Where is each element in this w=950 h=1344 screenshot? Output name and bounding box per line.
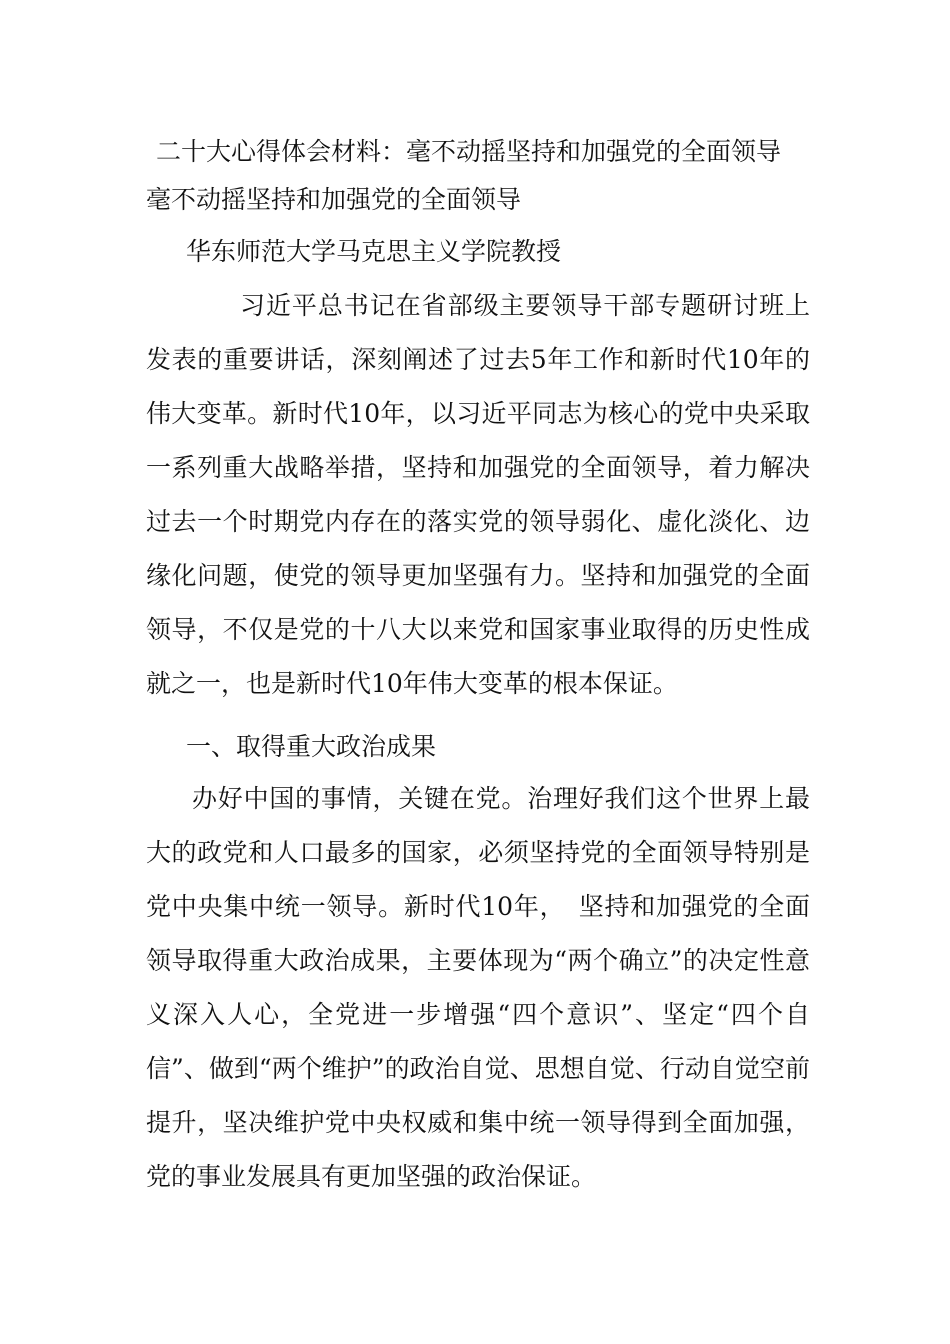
body-paragraph-1: 习近平总书记在省部级主要领导干部专题研讨班上发表的重要讲话，深刻阐述了过去5年工作和新时代10年的伟大变革。新时代10年，以习近平同志为核心的党中央采取一系列重大战略举措，坚持和加强党的全面领导，着力解决过去一个时期党内存在的落实党的领导弱化、虚化淡化、边缘化问题，使党的领导更加坚强有力。坚持和加强党的全面领导，不仅是党的十八大以来党和国家事业取得的历史性成就之一，也是新时代10年伟大变革的根本保证。 (146, 291, 810, 698)
document-title-line-2: 毫不动摇坚持和加强党的全面领导 (146, 185, 522, 214)
author-line: 华东师范大学马克思主义学院教授 (186, 237, 562, 266)
document-title-line-1: 二十大心得体会材料：毫不动摇坚持和加强党的全面领导 (156, 137, 782, 166)
section-heading-1: 一、取得重大政治成果 (186, 732, 437, 761)
body-paragraph-2: 办好中国的事情，关键在党。治理好我们这个世界上最大的政党和人口最多的国家，必须坚持党的全面领导特别是党中央集中统一领导。新时代10年， 坚持和加强党的全面领导取得重大政治成果，主要体现为“两个确立”的决定性意义深入人心，全党进一步增强“四个意识”、坚定“四个自信”、做到“两个维护”的政治自觉、思想自觉、行动自觉空前提升，坚决维护党中央权威和集中统一领导得到全面加强，党的事业发展具有更加坚强的政治保证。 (146, 784, 810, 1191)
